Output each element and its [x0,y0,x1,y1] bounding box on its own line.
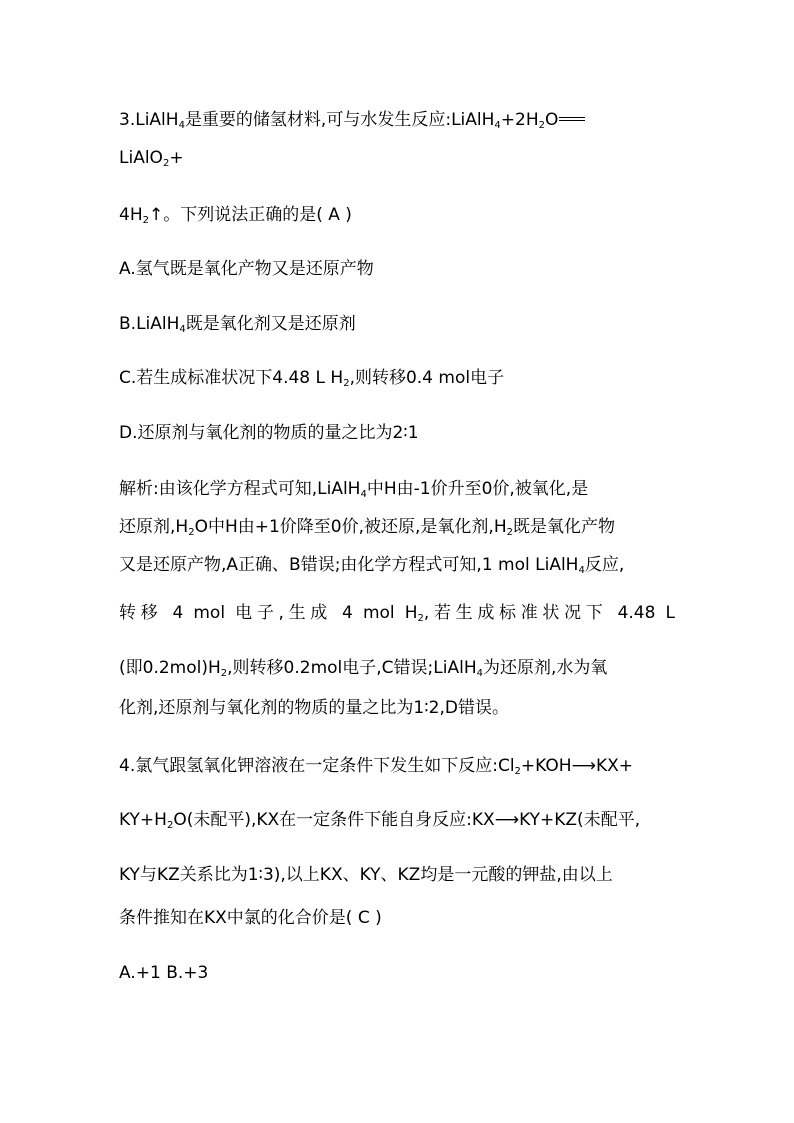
q3-analysis-line3: 又是还原产物,A正确、B错误;由化学方程式可知,1 mol LiAlH$_4$反应, [119,555,625,576]
q3-analysis-line1: 解析:由该化学方程式可知,LiAlH$_4$中H由-1价升至0价,被氧化,是 [119,479,589,500]
q3-analysis-line6: 化剂,还原剂与氧化剂的物质的量之比为1∶2,D错误。 [119,698,509,718]
q3-option-d: D.还原剂与氧化剂的物质的量之比为2∶1 [119,423,419,443]
q4-stem-line2: $KY+H_2O$(未配平),KX在一定条件下能自身反应:KX⟶KY+KZ(未配平, [119,810,641,831]
q4-options: A.+1 B.+3 [119,963,209,983]
right-arrow-icon: ⟶ [571,756,596,776]
right-arrow-icon: ⟶ [494,810,520,830]
q4-stem-line1: 4.氯气跟氢氧化钾溶液在一定条件下发生如下反应$:Cl_2+KOH⟶KX+$ [119,756,633,777]
q4-stem-line4: 条件推知在KX中氯的化合价是( C ) [119,908,382,928]
q4-stem-line3: KY与KZ关系比为1∶3),以上KX、KY、KZ均是一元酸的钾盐,由以上 [119,865,613,885]
equals-sign-icon [559,117,585,121]
q3-option-b: B.LiAlH$_4$既是氧化剂又是还原剂 [119,314,356,335]
q3-option-a: A.氢气既是氧化产物又是还原产物 [119,259,374,279]
q3-analysis-line2: 还原剂$,H_2O$中H由+1价降至0价,被还原,是氧化剂$,H_2$既是氧化产物 [119,517,615,538]
q3-analysis-line5: (即$0.2mol)H_2$,则转移0.2mol电子,C错误;LiAlH$_4$为还原剂,水为氧 [119,658,608,679]
q3-stem-line1: 3.LiAlH$_4$是重要的储氢材料,可与水发生反应$:LiAlH_4+2H_2O$ [119,112,585,129]
q3-stem-line3: $4H_2↑$。下列说法正确的是( A ) [119,205,352,226]
q3-option-c: C.若生成标准状况下4.48 L $H_2$,则转移0.4 mol电子 [119,368,505,389]
q3-analysis-line4: 转移 4 mol 电子,生成 4 mol $H_2$,若生成标准状况下 4.48 L [119,603,675,624]
q3-stem-line2: LiAlO$_2$+ [119,148,184,169]
